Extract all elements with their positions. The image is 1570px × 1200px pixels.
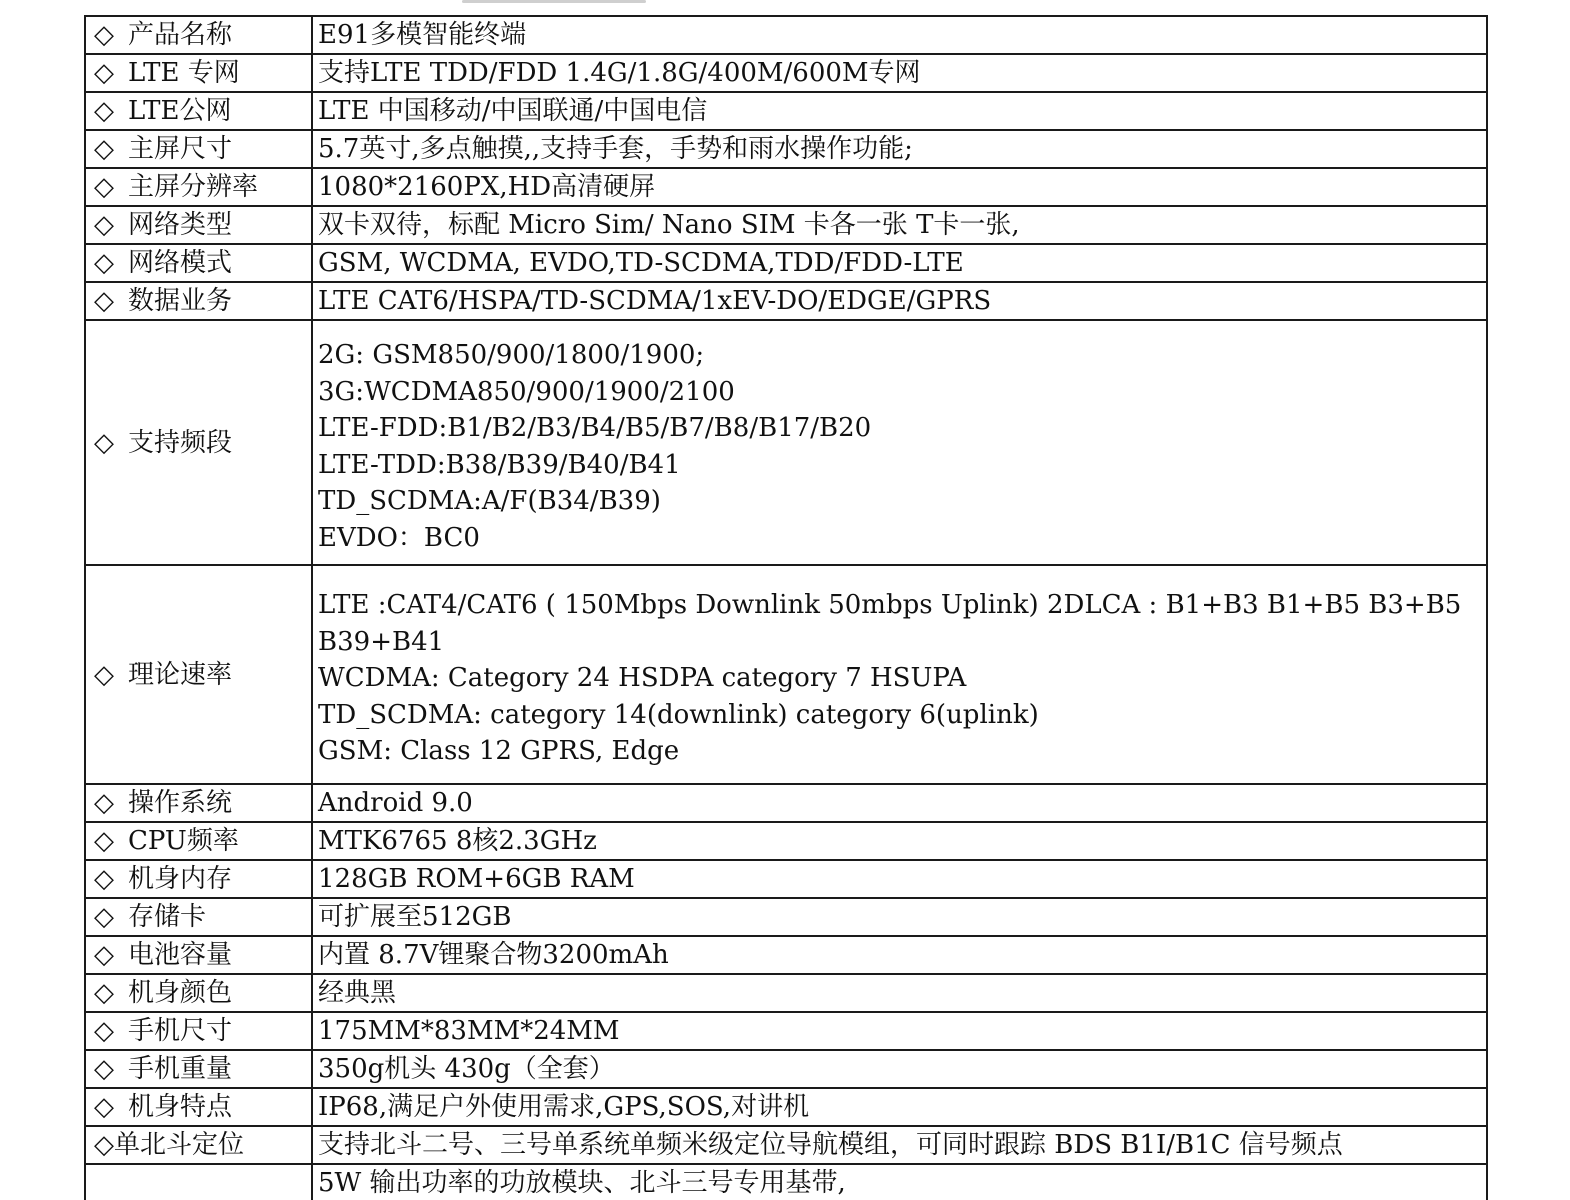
- spec-value: [312, 320, 1487, 565]
- spec-value: [312, 565, 1487, 784]
- spec-value: 支持北斗二号、三号单系统单频米级定位导航模组，可同时跟踪 BDS B1I/B1C 信号频点: [312, 1126, 1487, 1164]
- spec-value: GSM, WCDMA, EVDO,TD-SCDMA,TDD/FDD-LTE: [312, 244, 1487, 282]
- diamond-bullet-icon: ◇: [94, 1054, 114, 1084]
- spec-value: Android 9.0: [312, 784, 1487, 822]
- spec-row-network-type: [85, 206, 1487, 244]
- spec-label: ◇ 存储卡: [85, 898, 312, 936]
- spec-value-line: 2G: GSM850/900/1800/1900;: [318, 340, 705, 370]
- diamond-bullet-icon: ◇: [94, 1016, 114, 1046]
- spec-value: 5W 输出功率的功放模块、北斗三号专用基带,: [312, 1164, 1487, 1200]
- spec-row-dimensions: [85, 1012, 1487, 1050]
- spec-row-lte-private: [85, 54, 1487, 92]
- diamond-bullet-icon: ◇: [94, 58, 114, 88]
- diamond-bullet-icon: ◇: [94, 940, 114, 970]
- diamond-bullet-icon: ◇: [94, 248, 114, 278]
- diamond-bullet-icon: ◇: [94, 826, 114, 856]
- diamond-bullet-icon: ◇: [94, 659, 114, 690]
- spec-value: LTE CAT6/HSPA/TD-SCDMA/1xEV-DO/EDGE/GPRS: [312, 282, 1487, 320]
- spec-value: 双卡双待，标配 Micro Sim/ Nano SIM 卡各一张 T卡一张,: [312, 206, 1487, 244]
- diamond-bullet-icon: ◇: [94, 978, 114, 1008]
- spec-value: E91多模智能终端: [312, 16, 1487, 54]
- spec-value-line: LTE-FDD:B1/B2/B3/B4/B5/B7/B8/B17/B20: [318, 413, 872, 443]
- spec-value-line: TD_SCDMA:A/F(B34/B39): [318, 486, 661, 516]
- diamond-bullet-icon: ◇: [94, 1130, 114, 1160]
- spec-value-line: 3G:WCDMA850/900/1900/2100: [318, 376, 735, 407]
- diamond-bullet-icon: ◇: [94, 20, 114, 50]
- spec-row-features: [85, 1088, 1487, 1126]
- spec-label: ◇ 网络模式: [85, 244, 312, 282]
- spec-row-product-name: [85, 16, 1487, 54]
- spec-value-line: WCDMA: Category 24 HSDPA category 7 HSUPA: [318, 663, 967, 694]
- spec-label: ◇ 理论速率: [85, 565, 312, 784]
- spec-value: 350g机头 430g（全套）: [312, 1050, 1487, 1088]
- diamond-bullet-icon: ◇: [94, 1092, 114, 1122]
- spec-value: MTK6765 8核2.3GHz: [312, 822, 1487, 860]
- spec-label: ◇ 手机重量: [85, 1050, 312, 1088]
- spec-row-cpu: [85, 822, 1487, 860]
- spec-value-line: LTE-TDD:B38/B39/B40/B41: [318, 449, 681, 480]
- diamond-bullet-icon: ◇: [94, 210, 114, 240]
- spec-value: 128GB ROM+6GB RAM: [312, 860, 1487, 898]
- spec-row-color: [85, 974, 1487, 1012]
- spec-value-lines: [318, 571, 1486, 778]
- spec-value-line: EVDO：BC0: [318, 522, 480, 553]
- diamond-bullet-icon: ◇: [94, 902, 114, 932]
- spec-value: 经典黑: [312, 974, 1487, 1012]
- spec-row-storage-card: [85, 898, 1487, 936]
- spec-row-beidou-continued: [85, 1164, 1487, 1200]
- spec-label: ◇ LTE 专网: [85, 54, 312, 92]
- spec-label: ◇ 手机尺寸: [85, 1012, 312, 1050]
- spec-label: ◇ 电池容量: [85, 936, 312, 974]
- spec-label: ◇单北斗定位: [85, 1126, 312, 1164]
- spec-label: ◇ 主屏分辨率: [85, 168, 312, 206]
- diamond-bullet-icon: ◇: [94, 427, 114, 458]
- diamond-bullet-icon: ◇: [94, 286, 114, 316]
- spec-value-line: TD_SCDMA: category 14(downlink) category 6(uplink): [318, 699, 1039, 730]
- spec-value: 175MM*83MM*24MM: [312, 1012, 1487, 1050]
- spec-label: ◇ 操作系统: [85, 784, 312, 822]
- spec-label: ◇ 主屏尺寸: [85, 130, 312, 168]
- spec-row-resolution: [85, 168, 1487, 206]
- spec-value: 可扩展至512GB: [312, 898, 1487, 936]
- spec-table: [84, 15, 1488, 1200]
- spec-row-os: [85, 784, 1487, 822]
- spec-value-lines: [318, 321, 1486, 564]
- spec-value: 支持LTE TDD/FDD 1.4G/1.8G/400M/600M专网: [312, 54, 1487, 92]
- spec-value: 内置 8.7V锂聚合物3200mAh: [312, 936, 1487, 974]
- spec-row-lte-public: [85, 92, 1487, 130]
- spec-row-data-service: [85, 282, 1487, 320]
- spec-value: 1080*2160PX,HD高清硬屏: [312, 168, 1487, 206]
- spec-label: ◇ 机身内存: [85, 860, 312, 898]
- diamond-bullet-icon: ◇: [94, 96, 114, 126]
- spec-row-bands: [85, 320, 1487, 565]
- diamond-bullet-icon: ◇: [94, 134, 114, 164]
- spec-row-weight: [85, 1050, 1487, 1088]
- spec-value-line: GSM: Class 12 GPRS, Edge: [318, 736, 680, 767]
- spec-label: ◇ 产品名称: [85, 16, 312, 54]
- spec-row-battery: [85, 936, 1487, 974]
- spec-row-speed: [85, 565, 1487, 784]
- spec-row-beidou: [85, 1126, 1487, 1164]
- top-edge-tab: [462, 0, 646, 3]
- spec-row-network-mode: [85, 244, 1487, 282]
- spec-label: ◇ CPU频率: [85, 822, 312, 860]
- diamond-bullet-icon: ◇: [94, 788, 114, 818]
- spec-value-line: B39+B41: [318, 626, 445, 657]
- spec-label: ◇ 支持频段: [85, 320, 312, 565]
- spec-row-memory: [85, 860, 1487, 898]
- spec-value-line: LTE :CAT4/CAT6 ( 150Mbps Downlink 50mbps Uplink) 2DLCA : B1+B3 B1+B5 B3+B5: [318, 590, 1462, 621]
- diamond-bullet-icon: ◇: [94, 864, 114, 894]
- diamond-bullet-icon: ◇: [94, 172, 114, 202]
- spec-label: ◇ 机身颜色: [85, 974, 312, 1012]
- spec-value: IP68,满足户外使用需求,GPS,SOS,对讲机: [312, 1088, 1487, 1126]
- spec-label: ◇ 数据业务: [85, 282, 312, 320]
- spec-label: [85, 1164, 312, 1200]
- spec-row-screen-size: [85, 130, 1487, 168]
- spec-value: 5.7英寸,多点触摸,,支持手套，手势和雨水操作功能;: [312, 130, 1487, 168]
- spec-label: ◇ LTE公网: [85, 92, 312, 130]
- spec-label: ◇ 机身特点: [85, 1088, 312, 1126]
- spec-value: LTE 中国移动/中国联通/中国电信: [312, 92, 1487, 130]
- spec-label: ◇ 网络类型: [85, 206, 312, 244]
